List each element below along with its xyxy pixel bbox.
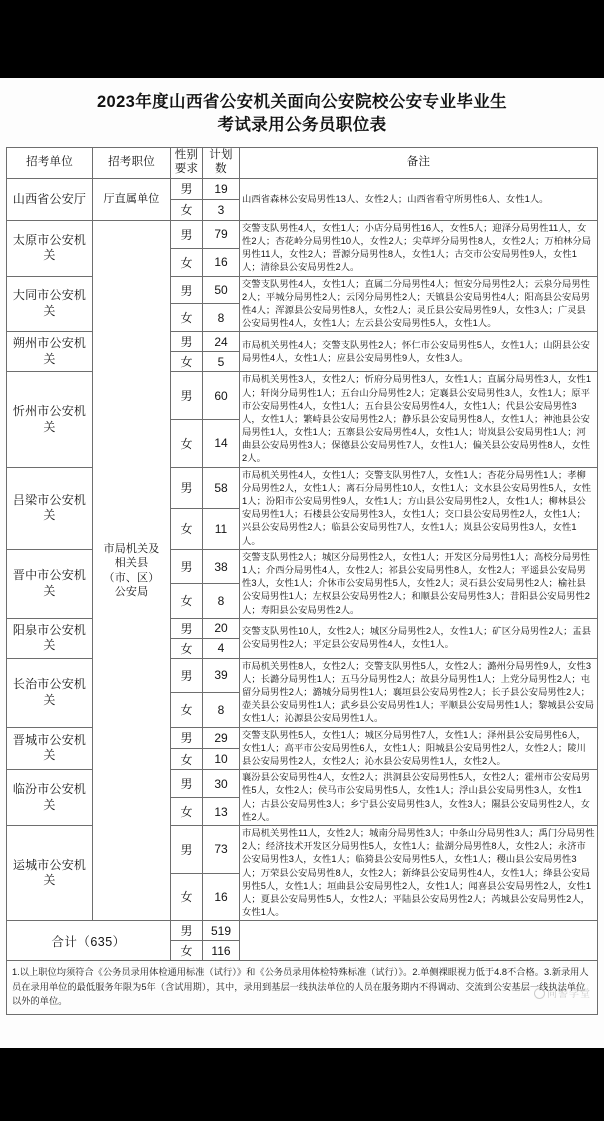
cell-note: 襄汾县公安局男性4人，女性2人；洪洞县公安局男性5人，女性2人；霍州市公安局男性5人，女性2人；侯马市公安局男性5人，女性1人；浮山县公安局男性3人，女性1人；古县公安局男性3人；乡宁县公安局男性3人，女性3人；隰县公安局男性2人，女性2人。 [240, 770, 598, 826]
cell-sex-male: 男 [171, 372, 203, 420]
cell-unit: 晋城市公安机关 [7, 727, 93, 770]
page-title [6, 84, 598, 147]
cell-sex-female: 女 [171, 508, 203, 549]
cell-sex-female: 女 [171, 304, 203, 332]
cell-note: 市局机关男性8人，女性2人；交警支队男性5人，女性2人；潞州分局男性9人，女性3人；长潞分局男性1人；五马分局男性2人；故县分局男性1人；上党分局男性2人；屯留分局男性2人；潞城分局男性1人；襄垣县公安局男性2人；长子县公安局男性2人；壶关县公安局男性1人；武乡县公安局男性1人；平顺县公安局男性1人；黎城县公安局女性1人；沁源县公安局男性1人。 [240, 658, 598, 727]
bottom-letterbox-bar [0, 1048, 604, 1121]
table-header-row [7, 147, 598, 178]
cell-unit: 大同市公安机关 [7, 276, 93, 332]
cell-sex-female: 女 [171, 420, 203, 468]
column-header-unit: 招考单位 [7, 147, 93, 178]
cell-sex-male: 男 [171, 220, 203, 248]
cell-unit: 长治市公安机关 [7, 658, 93, 727]
table-total-row [7, 921, 598, 941]
cell-post-line2: 相关县 [114, 557, 149, 570]
cell-note: 交警支队男性4人，女性1人；小店分局男性16人，女性5人；迎泽分局男性11人，女性2人；杏花岭分局男性10人，女性2人；尖草坪分局男性8人，女性2人；万柏林分局男性11人，女性2人；晋源分局男性8人，女性1人；古交市公安局男性9人，女性1人；清徐县公安局男性2人。 [240, 220, 598, 276]
cell-sex-female: 女 [171, 693, 203, 727]
cell-plan-male: 30 [203, 770, 240, 798]
cell-unit: 临汾市公安机关 [7, 770, 93, 826]
cell-sex-female: 女 [171, 748, 203, 769]
footnote-text: 1.以上职位均须符合《公务员录用体检通用标准（试行）》和《公务员录用体检特殊标准（试行）》。2.单侧裸眼视力低于4.8不合格。3.新录用人员在录用单位的最低服务年限为5年（含试用期），其中，录用到基层一线执法单位的人员在服务期内不得调动、交流到公安基层一线执法单位以外的单位。 [12, 967, 589, 1006]
cell-sex-female: 女 [171, 638, 203, 658]
cell-plan-male: 50 [203, 276, 240, 304]
cell-post-merged [93, 220, 171, 920]
cell-sex-male: 男 [171, 727, 203, 748]
cell-sex-male: 男 [171, 618, 203, 638]
page-title-line1: 2023年度山西省公安机关面向公安院校公安专业毕业生 [96, 93, 508, 111]
cell-note: 交警支队男性4人，女性1人；直属二分局男性4人；恒安分局男性2人；云泉分局男性2人；平城分局男性2人；云冈分局男性2人；天镇县公安局男性4人；阳高县公安局男性4人；浑源县公安局男性8人，女性2人；灵丘县公安局男性9人，女性3人；广灵县公安局男性4人，女性1人；左云县公安局男性5人，女性1人。 [240, 276, 598, 332]
column-header-sex-line2: 要求 [174, 162, 199, 175]
cell-note: 交警支队男性10人，女性2人；城区分局男性2人，女性1人；矿区分局男性2人；盂县公安局男性2人；平定县公安局男性4人，女性1人。 [240, 618, 598, 658]
cell-plan-male: 39 [203, 658, 240, 692]
cell-unit: 太原市公安机关 [7, 220, 93, 276]
cell-unit: 忻州市公安机关 [7, 372, 93, 467]
cell-plan-female: 14 [203, 420, 240, 468]
cell-sex-male: 男 [171, 770, 203, 798]
cell-sex-female: 女 [171, 199, 203, 220]
cell-plan-female: 3 [203, 199, 240, 220]
column-header-plan [203, 147, 240, 178]
cell-note: 市局机关男性4人，女性1人；交警支队男性7人，女性1人；杏花分局男性1人；孝柳分局男性2人，女性1人；离石分局男性10人，女性1人；文水县公安局男性5人，女性1人；汾阳市公安局男性9人，女性1人；方山县公安局男性2人，女性1人；柳林县公安局男性1人；石楼县公安局男性3人，女性1人；交口县公安局男性2人，女性1人；兴县公安局男性2人；临县公安局男性7人，女性1人；岚县公安局男性3人，女性1人。 [240, 467, 598, 549]
cell-sex-male: 男 [171, 178, 203, 199]
cell-sex-female: 女 [171, 941, 203, 961]
cell-sex-female: 女 [171, 352, 203, 372]
cell-plan-female: 8 [203, 304, 240, 332]
total-plan-male: 519 [203, 921, 240, 941]
table-row [7, 178, 598, 199]
total-note-empty [240, 921, 598, 961]
cell-unit: 山西省公安厅 [7, 178, 93, 220]
cell-unit: 运城市公安机关 [7, 825, 93, 920]
cell-plan-male: 24 [203, 332, 240, 352]
watermark-text: 向警学堂 [547, 988, 591, 1000]
cell-unit: 朔州市公安机关 [7, 332, 93, 372]
column-header-post: 招考职位 [93, 147, 171, 178]
cell-note: 山西省森林公安局男性13人、女性2人；山西省看守所男性6人、女性1人。 [240, 178, 598, 220]
cell-plan-female: 16 [203, 248, 240, 276]
cell-plan-male: 60 [203, 372, 240, 420]
cell-sex-male: 男 [171, 332, 203, 352]
footnote-block [6, 961, 598, 1015]
cell-sex-female: 女 [171, 248, 203, 276]
cell-post-line1: 市局机关及 [103, 542, 160, 555]
table-row [7, 220, 598, 248]
cell-note: 交警支队男性2人；城区分局男性2人，女性1人；开发区分局男性1人；高校分局男性1人；介西分局男性4人，女性2人；祁县公安局男性8人，女性2人；平遥县公安局男性3人，女性1人；介休市公安局男性5人，女性2人；灵石县公安局男性2人；榆社县公安局男性1人；左权县公安局男性2人；和顺县公安局男性3人；昔阳县公安局男性2人；寿阳县公安局男性2人。 [240, 549, 598, 618]
cell-plan-female: 11 [203, 508, 240, 549]
cell-sex-male: 男 [171, 549, 203, 583]
cell-sex-male: 男 [171, 658, 203, 692]
position-table-sheet [0, 78, 604, 1048]
cell-post: 厅直属单位 [93, 178, 171, 220]
cell-unit: 吕梁市公安机关 [7, 467, 93, 549]
cell-sex-female: 女 [171, 873, 203, 921]
total-plan-female: 116 [203, 941, 240, 961]
column-header-plan-line1: 计划 [209, 149, 233, 162]
cell-plan-female: 5 [203, 352, 240, 372]
cell-plan-female: 4 [203, 638, 240, 658]
cell-plan-male: 29 [203, 727, 240, 748]
cell-sex-male: 男 [171, 276, 203, 304]
top-letterbox-bar [0, 0, 604, 78]
cell-plan-female: 10 [203, 748, 240, 769]
cell-plan-male: 79 [203, 220, 240, 248]
cell-plan-male: 58 [203, 467, 240, 508]
column-header-note: 备注 [240, 147, 598, 178]
cell-plan-female: 8 [203, 693, 240, 727]
cell-unit: 阳泉市公安机关 [7, 618, 93, 658]
total-label: 合计（635） [7, 921, 171, 961]
cell-plan-female: 8 [203, 584, 240, 618]
cell-plan-female: 16 [203, 873, 240, 921]
cell-plan-male: 38 [203, 549, 240, 583]
cell-sex-male: 男 [171, 921, 203, 941]
cell-post-line4: 公安局 [114, 586, 149, 599]
cell-plan-male: 20 [203, 618, 240, 638]
cell-sex-male: 男 [171, 825, 203, 873]
cell-plan-female: 13 [203, 798, 240, 826]
column-header-sex [171, 147, 203, 178]
cell-post-line3: （市、区） [103, 571, 160, 584]
cell-note: 市局机关男性4人；交警支队男性2人；怀仁市公安局男性5人，女性1人；山阴县公安局男性4人，女性1人；应县公安局男性9人，女性3人。 [240, 332, 598, 372]
cell-note: 市局机关男性11人，女性2人；城南分局男性3人；中条山分局男性3人；禹门分局男性2人；经济技术开发区分局男性5人，女性1人；盐湖分局男性8人，女性2人；永济市公安局男性3人，女性1人；临猗县公安局男性5人，女性1人；稷山县公安局男性3人；万荣县公安局男性8人，女性2人；新绛县公安局男性4人，女性1人；绛县公安局男性5人，女性1人；垣曲县公安局男性2人，女性1人；闻喜县公安局男性2人，女性1人；夏县公安局男性5人，女性2人；平陆县公安局男性2人；芮城县公安局男性2人，女性1人。 [240, 825, 598, 920]
cell-sex-female: 女 [171, 584, 203, 618]
column-header-sex-line1: 性别 [174, 149, 199, 162]
cell-note: 市局机关男性3人，女性2人；忻府分局男性3人，女性1人；直属分局男性3人，女性1人；轩岗分局男性1人；五台山分局男性2人；定襄县公安局男性3人，女性1人；原平市公安局男性4人，女性1人；五台县公安局男性4人，女性1人；代县公安局男性3人，女性1人；繁峙县公安局男性2人；静乐县公安局男性8人，女性1人；神池县公安局男性1人，女性1人；五寨县公安局男性4人，女性1人；岢岚县公安局男性1人；河曲县公安局男性3人；保德县公安局男性7人，女性1人；偏关县公安局男性8人，女性2人。 [240, 372, 598, 467]
cell-sex-male: 男 [171, 467, 203, 508]
cell-note: 交警支队男性5人，女性1人；城区分局男性7人，女性1人；泽州县公安局男性6人，女性1人；高平市公安局男性6人，女性1人；阳城县公安局男性2人，女性2人；陵川县公安局男性2人，女性2人；沁水县公安局男性1人，女性2人。 [240, 727, 598, 770]
cell-plan-male: 73 [203, 825, 240, 873]
column-header-plan-line2: 数 [215, 162, 227, 175]
cell-plan-male: 19 [203, 178, 240, 199]
positions-table [6, 147, 598, 961]
cell-sex-female: 女 [171, 798, 203, 826]
page-title-line2: 考试录用公务员职位表 [217, 116, 387, 135]
cell-unit: 晋中市公安机关 [7, 549, 93, 618]
